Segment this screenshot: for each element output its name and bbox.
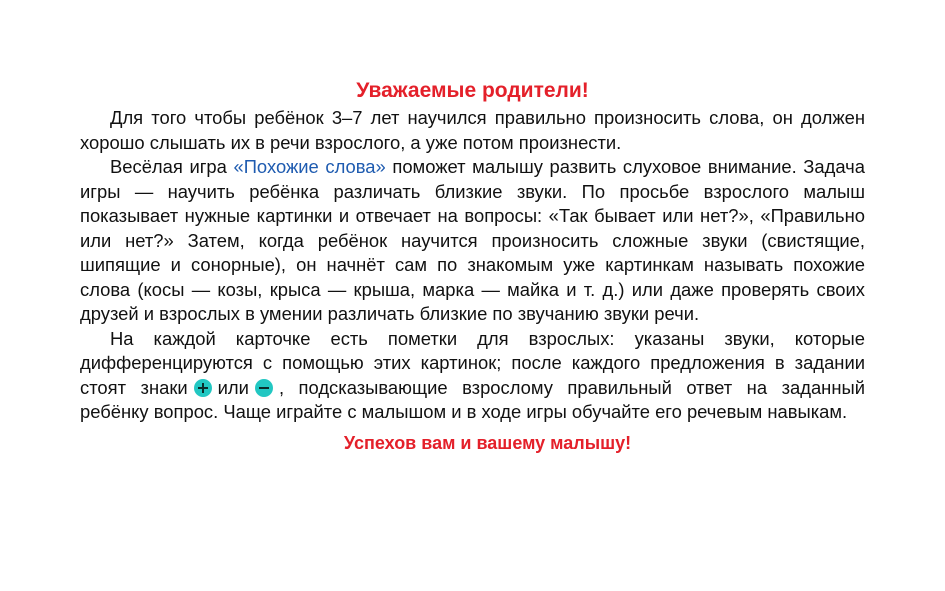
paragraph-1: Для того чтобы ребёнок 3–7 лет научился правильно произносить слова, он должен хорошо слышать их в речи взрослого, а уже потом произнести. [80,107,865,153]
parents-note [80,78,865,455]
paragraph-2-after: поможет малышу развить слуховое внимание. Задача игры — научить ребёнка различать близкие звуки. По просьбе взрослого малыш показывает нужные картинки и отвечает на вопросы: «Так бывает или нет?», «Правильно или нет?» Затем, когда ребёнок научится произносить сложные звуки (свистящие, шипящие и сонорные), он начнёт сам по знакомым уже картинкам называть похожие слова (косы — козы, крыса — крыша, марка — майка и т. д.) или даже проверять своих друзей и взрослых в умении различать близкие по звучанию звуки речи. [80,156,865,324]
game-name: «Похожие слова» [233,156,386,177]
paragraph-3 [80,327,865,425]
paragraph-2-before: Весёлая игра [110,156,234,177]
paragraph-3-before: На каждой карточке есть пометки для взрослых: указаны звуки, которые дифференцируются с помощью этих картинок; после каждого предложения в задании стоят знаки [80,327,865,398]
paragraph-3-after: , подсказывающие взрослому правильный ответ на заданный ребёнку вопрос. Чаще играйте с малышом и в ходе игры обучайте его речевым навыкам. [80,376,865,422]
minus-circle-icon [255,379,273,397]
paragraph-2 [80,155,865,327]
page-title: Уважаемые родители! [356,79,589,102]
plus-circle-icon [194,379,212,397]
closing-wish: Успехов вам и вашему малышу! [343,432,632,453]
paragraph-3-middle: или [217,376,249,398]
